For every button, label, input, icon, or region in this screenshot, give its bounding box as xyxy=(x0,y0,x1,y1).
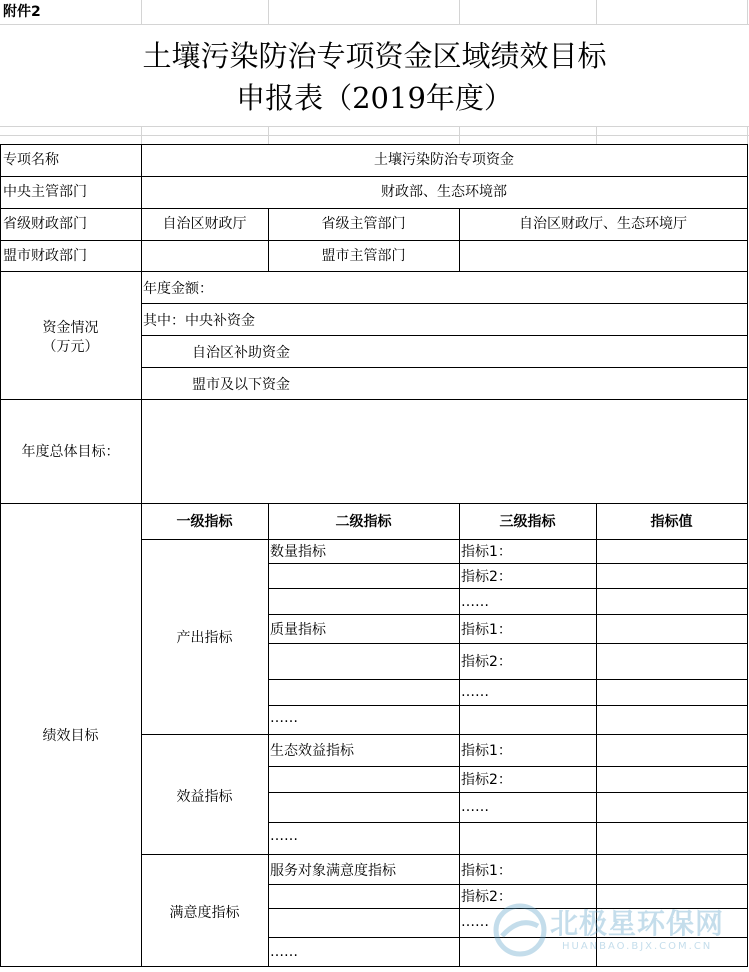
service-satisfaction-indicator: 服务对象满意度指标 xyxy=(270,863,396,879)
header-level2: 二级指标 xyxy=(335,514,392,530)
table-border xyxy=(141,539,748,540)
table-border xyxy=(268,563,748,564)
indicator-1: 指标1： xyxy=(461,863,512,879)
funds-label: 资金情况 xyxy=(42,320,99,336)
indicator-2: 指标2： xyxy=(461,569,512,585)
benefit-indicator-label: 效益指标 xyxy=(176,789,233,805)
table-border xyxy=(0,208,748,209)
gridline xyxy=(0,126,749,127)
table-border xyxy=(268,614,748,615)
output-ellipsis: …… xyxy=(270,710,298,726)
indicator-ellipsis: …… xyxy=(461,684,489,700)
table-border xyxy=(141,854,748,855)
project-name-label: 专项名称 xyxy=(3,152,59,168)
gridline xyxy=(268,126,269,144)
table-border xyxy=(747,144,748,967)
table-border xyxy=(268,643,748,644)
header-level3: 三级指标 xyxy=(499,514,556,530)
indicator-1: 指标1： xyxy=(461,544,512,560)
city-finance-label: 盟市财政部门 xyxy=(3,248,87,264)
table-border xyxy=(0,399,748,400)
watermark-subtext: HUANBAO.BJX.COM.CN xyxy=(562,941,713,952)
table-border xyxy=(141,144,142,967)
central-dept-label: 中央主管部门 xyxy=(3,184,87,200)
gridline xyxy=(0,24,749,25)
annual-amount-label: 年度金额： xyxy=(143,281,213,297)
benefit-ellipsis: …… xyxy=(270,828,298,844)
table-border xyxy=(0,240,748,241)
table-border xyxy=(0,176,748,177)
table-border xyxy=(0,144,1,967)
prov-dept-value[interactable]: 自治区财政厅、生态环境厅 xyxy=(519,216,687,232)
indicator-2: 指标2： xyxy=(461,772,512,788)
table-border xyxy=(141,303,748,304)
output-indicator-label: 产出指标 xyxy=(176,630,233,646)
indicator-1: 指标1： xyxy=(461,743,512,759)
header-value: 指标值 xyxy=(650,514,693,530)
form-title-line2: 申报表（2019年度） xyxy=(236,81,513,115)
gridline xyxy=(141,0,142,24)
indicator-2: 指标2： xyxy=(461,889,512,905)
project-name-value[interactable]: 土壤污染防治专项资金 xyxy=(374,152,514,168)
funds-unit: （万元） xyxy=(42,339,99,355)
indicator-ellipsis: …… xyxy=(461,799,489,815)
prov-dept-label: 省级主管部门 xyxy=(321,216,406,232)
table-border xyxy=(0,271,748,272)
table-border xyxy=(268,503,269,967)
table-border xyxy=(268,822,748,823)
attachment-label: 附件2 xyxy=(3,4,41,20)
form-title-line1: 土壤污染防治专项资金区域绩效目标 xyxy=(142,39,607,73)
gridline xyxy=(0,135,749,136)
prov-finance-value[interactable]: 自治区财政厅 xyxy=(162,216,247,232)
indicator-2: 指标2： xyxy=(461,654,512,670)
table-border xyxy=(268,766,748,767)
gridline xyxy=(747,0,748,24)
header-level1: 一级指标 xyxy=(176,514,233,530)
gridline xyxy=(141,126,142,144)
table-border xyxy=(268,884,748,885)
indicator-1: 指标1： xyxy=(461,622,512,638)
eco-benefit-indicator: 生态效益指标 xyxy=(270,743,354,759)
table-border xyxy=(459,503,460,967)
watermark xyxy=(492,896,749,972)
table-border xyxy=(141,335,748,336)
annual-goal-label: 年度总体目标： xyxy=(21,444,120,460)
city-funds-label: 盟市及以下资金 xyxy=(192,377,290,393)
city-dept-label: 盟市主管部门 xyxy=(321,248,406,264)
watermark-text: 北极星环保网 xyxy=(550,907,725,940)
table-border xyxy=(268,588,748,589)
table-border xyxy=(268,792,748,793)
indicator-ellipsis: …… xyxy=(461,594,489,610)
table-border xyxy=(268,679,748,680)
prov-finance-label: 省级财政部门 xyxy=(3,216,87,232)
performance-label: 绩效目标 xyxy=(42,728,99,744)
satisfaction-indicator-label: 满意度指标 xyxy=(169,905,240,921)
gridline xyxy=(747,126,748,144)
gridline xyxy=(459,0,460,24)
table-border xyxy=(141,367,748,368)
indicator-ellipsis: …… xyxy=(461,914,489,930)
table-border xyxy=(0,503,748,504)
gridline xyxy=(268,0,269,24)
gridline xyxy=(459,126,460,144)
table-border xyxy=(141,734,748,735)
region-subsidy-label: 自治区补助资金 xyxy=(192,345,290,361)
gridline xyxy=(596,0,597,24)
central-dept-value[interactable]: 财政部、生态环境部 xyxy=(381,184,507,200)
central-subsidy-label: 其中：中央补资金 xyxy=(143,313,255,329)
quality-indicator: 质量指标 xyxy=(270,622,326,638)
watermark-logo-icon xyxy=(492,902,548,958)
table-border xyxy=(0,144,748,145)
satisfaction-ellipsis: …… xyxy=(270,944,298,960)
table-border xyxy=(268,705,748,706)
quantity-indicator: 数量指标 xyxy=(270,544,326,560)
gridline xyxy=(596,126,597,144)
